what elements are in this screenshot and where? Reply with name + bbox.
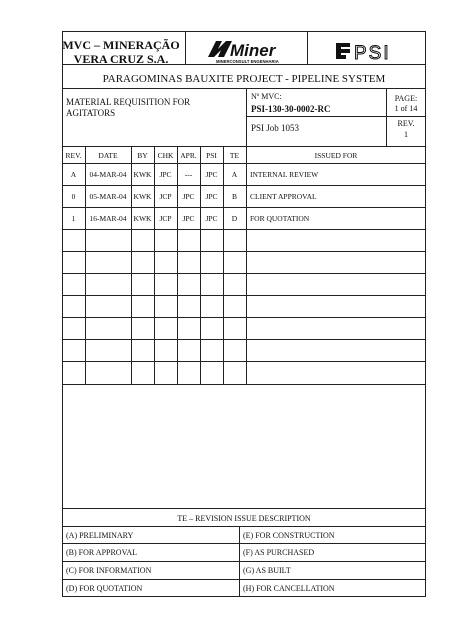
- te-code-e: (E) FOR CONSTRUCTION: [243, 531, 335, 540]
- cell-te: B: [231, 192, 237, 201]
- rev-label: REV.: [397, 119, 415, 128]
- cell-psi: JPC: [205, 192, 218, 201]
- req-bottom-line: [62, 146, 426, 147]
- page-value: 1 of 14: [394, 104, 418, 113]
- cell-psi: JPC: [205, 170, 218, 179]
- cell-issued-for: FOR QUOTATION: [250, 214, 310, 223]
- mvc-number-value: PSI-130-30-0002-RC: [251, 104, 331, 114]
- te-block-line: [62, 561, 426, 562]
- req-mid-line: [246, 116, 426, 117]
- cell-rev: 1: [71, 214, 76, 223]
- rev-table-col-line: [131, 146, 132, 384]
- rev-table-header-line: [62, 163, 426, 164]
- rev-value: 1: [404, 130, 408, 139]
- svg-text:PSI: PSI: [354, 43, 391, 62]
- te-code-g: (G) AS BUILT: [243, 566, 291, 575]
- te-block-divider: [239, 526, 240, 597]
- col-header-rev: REV.: [65, 151, 82, 160]
- rev-table-col-line: [154, 146, 155, 384]
- col-header-issued-for: ISSUED FOR: [314, 151, 358, 160]
- rev-table-row-line: [62, 251, 426, 252]
- svg-text:MINERCONSULT ENGENHARIA: MINERCONSULT ENGENHARIA: [216, 59, 279, 64]
- rev-table-row-line: [62, 361, 426, 362]
- rev-table-row-line: [62, 339, 426, 340]
- te-code-f: (F) AS PURCHASED: [243, 548, 315, 557]
- rev-table-row-line: [62, 317, 426, 318]
- rev-table-row-line: [62, 273, 426, 274]
- col-header-te: TE: [229, 151, 240, 160]
- cell-chk: JPC: [159, 170, 172, 179]
- rev-table-col-line: [177, 146, 178, 384]
- miner-logo: [206, 37, 286, 65]
- rev-table-col-line: [200, 146, 201, 384]
- cell-apr: JPC: [182, 192, 195, 201]
- col-header-apr: APR.: [180, 151, 197, 160]
- cell-chk: JCP: [159, 192, 172, 201]
- cell-by: KWK: [133, 214, 152, 223]
- te-block-top-line: [62, 508, 426, 509]
- requisition-title: MATERIAL REQUISITION FOR AGITATORS: [66, 97, 191, 119]
- cell-by: KWK: [133, 192, 152, 201]
- project-title: PARAGOMINAS BAUXITE PROJECT - PIPELINE SYSTEM: [102, 73, 386, 85]
- cell-issued-for: INTERNAL REVIEW: [250, 170, 319, 179]
- psi-job-number: PSI Job 1053: [251, 123, 300, 133]
- te-block-line: [62, 526, 426, 527]
- page-label: PAGE:: [394, 94, 418, 103]
- project-bottom-line: [62, 88, 426, 89]
- cell-rev: 0: [71, 192, 76, 201]
- te-code-b: (B) FOR APPROVAL: [66, 548, 137, 557]
- te-block-line: [62, 543, 426, 544]
- te-code-c: (C) FOR INFORMATION: [66, 566, 152, 575]
- te-code-a: (A) PRELIMINARY: [66, 531, 134, 540]
- rev-table-row-line: [62, 295, 426, 296]
- te-block-line: [62, 579, 426, 580]
- cell-date: 04-MAR-04: [89, 170, 127, 179]
- req-divider-1: [246, 88, 247, 146]
- cell-apr: JPC: [182, 214, 195, 223]
- rev-table-row-line: [62, 229, 426, 230]
- header-divider-2: [307, 31, 308, 64]
- cell-date: 05-MAR-04: [89, 192, 127, 201]
- rev-table-col-line: [246, 146, 247, 384]
- col-header-psi: PSI: [206, 151, 217, 160]
- rev-table-col-line: [85, 146, 86, 384]
- cell-date: 16-MAR-04: [89, 214, 127, 223]
- cell-issued-for: CLIENT APPROVAL: [250, 192, 317, 201]
- rev-table-row-line: [62, 207, 426, 208]
- svg-text:Miner: Miner: [230, 41, 276, 60]
- cell-te: A: [231, 170, 238, 179]
- mvc-number-label: Nº MVC:: [251, 92, 282, 101]
- rev-table-col-line: [223, 146, 224, 384]
- col-header-date: DATE: [98, 151, 118, 160]
- cell-apr: ---: [184, 170, 193, 179]
- te-code-d: (D) FOR QUOTATION: [66, 584, 143, 593]
- cell-psi: JPC: [205, 214, 218, 223]
- rev-table-bottom-line: [62, 384, 426, 385]
- te-description-title: TE – REVISION ISSUE DESCRIPTION: [177, 514, 311, 523]
- company-name: MVC – MINERAÇÃO VERA CRUZ S.A.: [62, 38, 180, 67]
- cell-rev: A: [70, 170, 77, 179]
- rev-table-row-line: [62, 185, 426, 186]
- header-divider-1: [185, 31, 186, 64]
- col-header-chk: CHK: [157, 151, 174, 160]
- cell-by: KWK: [133, 170, 152, 179]
- col-header-by: BY: [137, 151, 148, 160]
- cell-chk: JCP: [159, 214, 172, 223]
- te-code-h: (H) FOR CANCELLATION: [243, 584, 335, 593]
- psi-logo: [336, 40, 408, 62]
- cell-te: D: [231, 214, 238, 223]
